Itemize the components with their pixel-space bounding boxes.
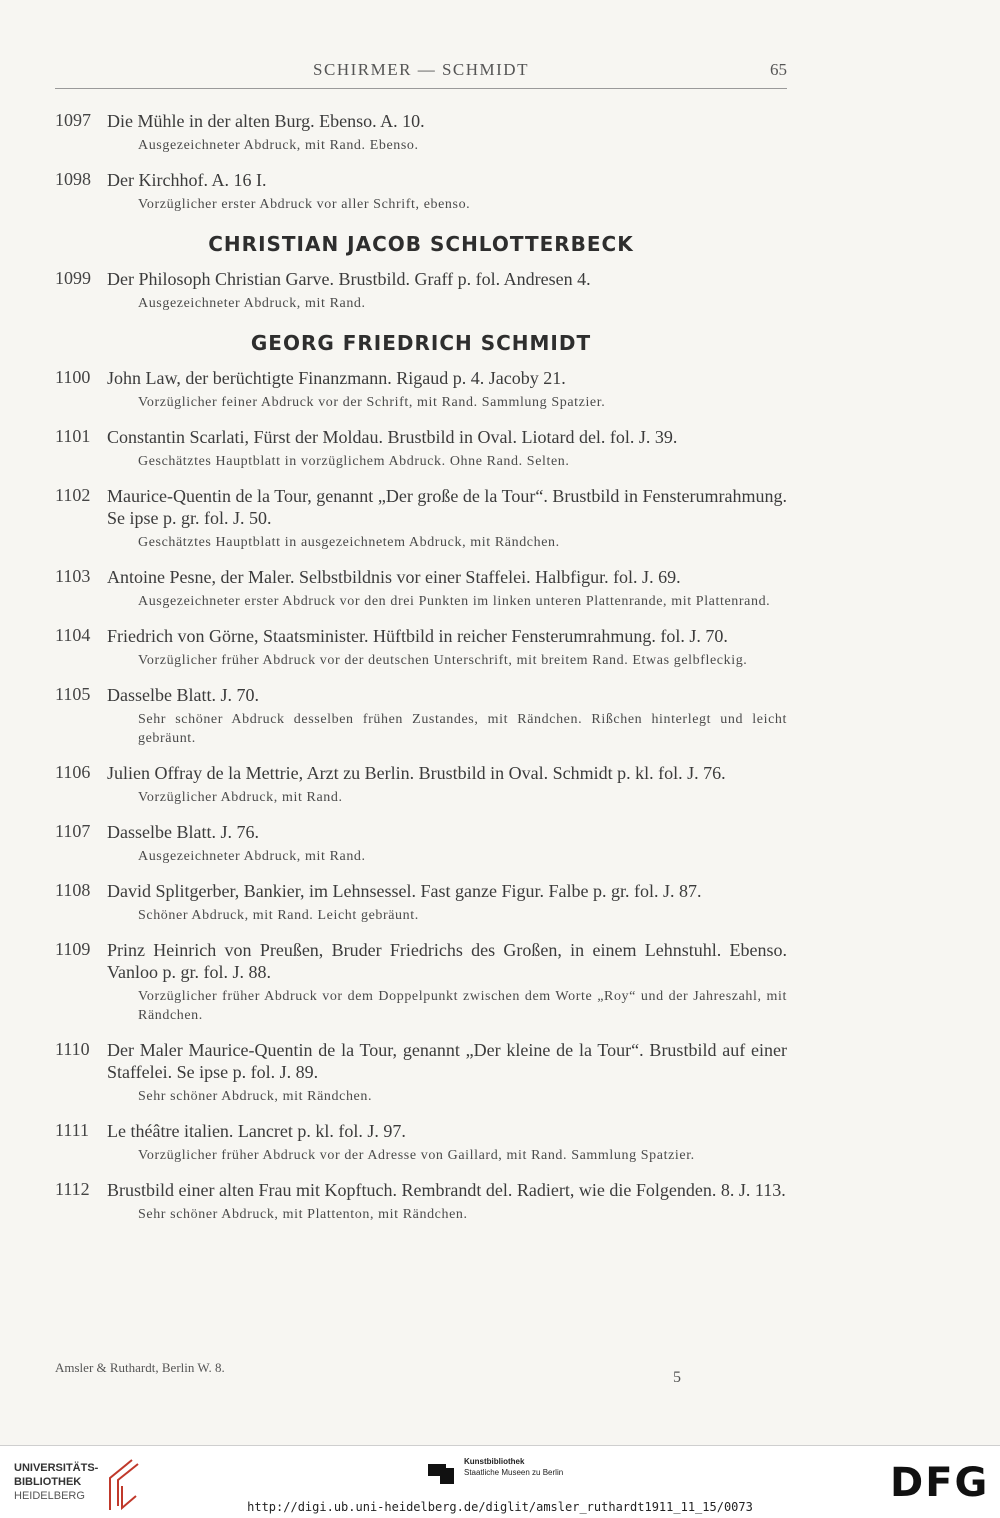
entry-description: Dasselbe Blatt. J. 70. bbox=[107, 685, 259, 705]
kunstbibliothek-mark-icon bbox=[428, 1458, 456, 1486]
entry-number: 1098 bbox=[55, 169, 91, 189]
entry-note: Geschätztes Hauptblatt in vorzüglichem Abdruck. Ohne Rand. Selten. bbox=[138, 454, 570, 469]
entry-note: Vorzüglicher früher Abdruck vor dem Doppelpunkt zwischen dem Worte „Roy“ und der Jahreszahl, mit Rändchen. bbox=[138, 989, 787, 1023]
ub-heidelberg-wordmark: UNIVERSITÄTS- BIBLIOTHEK HEIDELBERG bbox=[14, 1462, 99, 1502]
catalog-entry bbox=[55, 169, 787, 214]
entry-description: Constantin Scarlati, Fürst der Moldau. Brustbild in Oval. Liotard del. fol. J. 39. bbox=[107, 427, 678, 447]
entry-note: Geschätztes Hauptblatt in ausgezeichnetem Abdruck, mit Rändchen. bbox=[138, 535, 560, 550]
entry-number: 1109 bbox=[55, 939, 91, 959]
catalog-entry bbox=[55, 684, 787, 748]
page-number: 65 bbox=[770, 60, 787, 79]
entry-description: Maurice-Quentin de la Tour, genannt „Der große de la Tour“. Brustbild in Fensterumrahmung. Se ipse p. gr. fol. J. 50. bbox=[107, 486, 787, 528]
entry-number: 1101 bbox=[55, 426, 91, 446]
entry-number: 1099 bbox=[55, 268, 91, 288]
catalog-entry bbox=[55, 821, 787, 866]
running-head-title: SCHIRMER — SCHMIDT bbox=[313, 60, 529, 79]
entry-description: Der Philosoph Christian Garve. Brustbild. Graff p. fol. Andresen 4. bbox=[107, 269, 591, 289]
entry-note: Vorzüglicher früher Abdruck vor der deutschen Unterschrift, mit breitem Rand. Etwas gelbfleckig. bbox=[138, 653, 748, 668]
printer-imprint: Amsler & Ruthardt, Berlin W. 8. bbox=[55, 1360, 225, 1375]
kunstbibliothek-wordmark: Kunstbibliothek Staatliche Museen zu Berlin bbox=[464, 1457, 564, 1477]
catalog-entry bbox=[55, 880, 787, 925]
entry-number: 1112 bbox=[55, 1179, 90, 1199]
catalog-entry bbox=[55, 367, 787, 412]
catalog-entry bbox=[55, 625, 787, 670]
entry-note: Sehr schöner Abdruck, mit Rändchen. bbox=[138, 1089, 373, 1104]
catalog-entry bbox=[55, 110, 787, 155]
entry-description: Friedrich von Görne, Staatsminister. Hüftbild in reicher Fensterumrahmung. fol. J. 70. bbox=[107, 626, 728, 646]
permalink-url[interactable]: http://digi.ub.uni-heidelberg.de/diglit/amsler_ruthardt1911_11_15/0073 bbox=[247, 1500, 753, 1514]
entry-description: Der Kirchhof. A. 16 I. bbox=[107, 170, 267, 190]
entry-description: Julien Offray de la Mettrie, Arzt zu Berlin. Brustbild in Oval. Schmidt p. kl. fol. J. 76. bbox=[107, 763, 726, 783]
entry-note: Vorzüglicher früher Abdruck vor der Adresse von Gaillard, mit Rand. Sammlung Spatzier. bbox=[138, 1148, 695, 1163]
entry-description: David Splitgerber, Bankier, im Lehnsessel. Fast ganze Figur. Falbe p. gr. fol. J. 87. bbox=[107, 881, 702, 901]
catalog-entry bbox=[55, 485, 787, 552]
entry-note: Sehr schöner Abdruck desselben frühen Zustandes, mit Rändchen. Rißchen hinterlegt und leicht gebräunt. bbox=[138, 712, 787, 746]
entry-description: Prinz Heinrich von Preußen, Bruder Friedrichs des Großen, in einem Lehnstuhl. Ebenso. Vanloo p. gr. fol. J. 88. bbox=[107, 940, 787, 982]
sheet-signature: 5 bbox=[673, 1369, 681, 1386]
entry-number: 1100 bbox=[55, 367, 91, 387]
catalog-content bbox=[55, 110, 787, 1224]
entry-number: 1105 bbox=[55, 684, 91, 704]
entry-note: Schöner Abdruck, mit Rand. Leicht gebräunt. bbox=[138, 908, 419, 923]
catalog-entry bbox=[55, 1120, 787, 1165]
entry-note: Sehr schöner Abdruck, mit Plattenton, mit Rändchen. bbox=[138, 1207, 468, 1222]
entry-description: Der Maler Maurice-Quentin de la Tour, genannt „Der kleine de la Tour“. Brustbild auf einer Staffelei. Se ipse p. fol. J. 89. bbox=[107, 1040, 787, 1082]
entry-description: John Law, der berüchtigte Finanzmann. Rigaud p. 4. Jacoby 21. bbox=[107, 368, 566, 388]
catalog-entry bbox=[55, 762, 787, 807]
entry-number: 1106 bbox=[55, 762, 91, 782]
catalog-entry bbox=[55, 1179, 787, 1224]
entry-description: Dasselbe Blatt. J. 76. bbox=[107, 822, 259, 842]
kunstbibliothek-logo[interactable] bbox=[428, 1456, 608, 1492]
digitization-footer bbox=[0, 1445, 1000, 1518]
entry-number: 1102 bbox=[55, 485, 91, 505]
catalog-entry bbox=[55, 268, 787, 313]
entry-description: Die Mühle in der alten Burg. Ebenso. A. 10. bbox=[107, 111, 425, 131]
entry-description: Antoine Pesne, der Maler. Selbstbildnis vor einer Staffelei. Halbfigur. fol. J. 69. bbox=[107, 567, 681, 587]
catalog-entry bbox=[55, 939, 787, 1025]
catalog-entry bbox=[55, 566, 787, 611]
entry-number: 1104 bbox=[55, 625, 91, 645]
entry-number: 1110 bbox=[55, 1039, 90, 1059]
entry-note: Ausgezeichneter Abdruck, mit Rand. bbox=[138, 296, 366, 311]
entry-description: Brustbild einer alten Frau mit Kopftuch. Rembrandt del. Radiert, wie die Folgenden. 8. J. 113. bbox=[107, 1180, 786, 1200]
section-heading: GEORG FRIEDRICH SCHMIDT bbox=[250, 331, 592, 355]
entry-number: 1107 bbox=[55, 821, 91, 841]
catalog-entry bbox=[55, 1039, 787, 1106]
entry-note: Ausgezeichneter Abdruck, mit Rand. bbox=[138, 849, 366, 864]
dfg-logo[interactable]: DFG bbox=[890, 1460, 990, 1506]
entry-note: Ausgezeichneter erster Abdruck vor den drei Punkten im linken unteren Plattenrande, mit Plattenrand. bbox=[138, 594, 771, 609]
entry-note: Vorzüglicher Abdruck, mit Rand. bbox=[138, 790, 343, 805]
entry-description: Le théâtre italien. Lancret p. kl. fol. J. 97. bbox=[107, 1121, 406, 1141]
entry-number: 1111 bbox=[55, 1120, 89, 1140]
entry-note: Vorzüglicher erster Abdruck vor aller Schrift, ebenso. bbox=[138, 197, 471, 212]
entry-note: Ausgezeichneter Abdruck, mit Rand. Ebenso. bbox=[138, 138, 419, 153]
entry-number: 1097 bbox=[55, 110, 91, 130]
entry-number: 1108 bbox=[55, 880, 91, 900]
running-head bbox=[55, 58, 787, 89]
entry-note: Vorzüglicher feiner Abdruck vor der Schrift, mit Rand. Sammlung Spatzier. bbox=[138, 395, 606, 410]
catalog-entry bbox=[55, 426, 787, 471]
section-heading: CHRISTIAN JACOB SCHLOTTERBECK bbox=[208, 232, 634, 256]
entry-number: 1103 bbox=[55, 566, 91, 586]
